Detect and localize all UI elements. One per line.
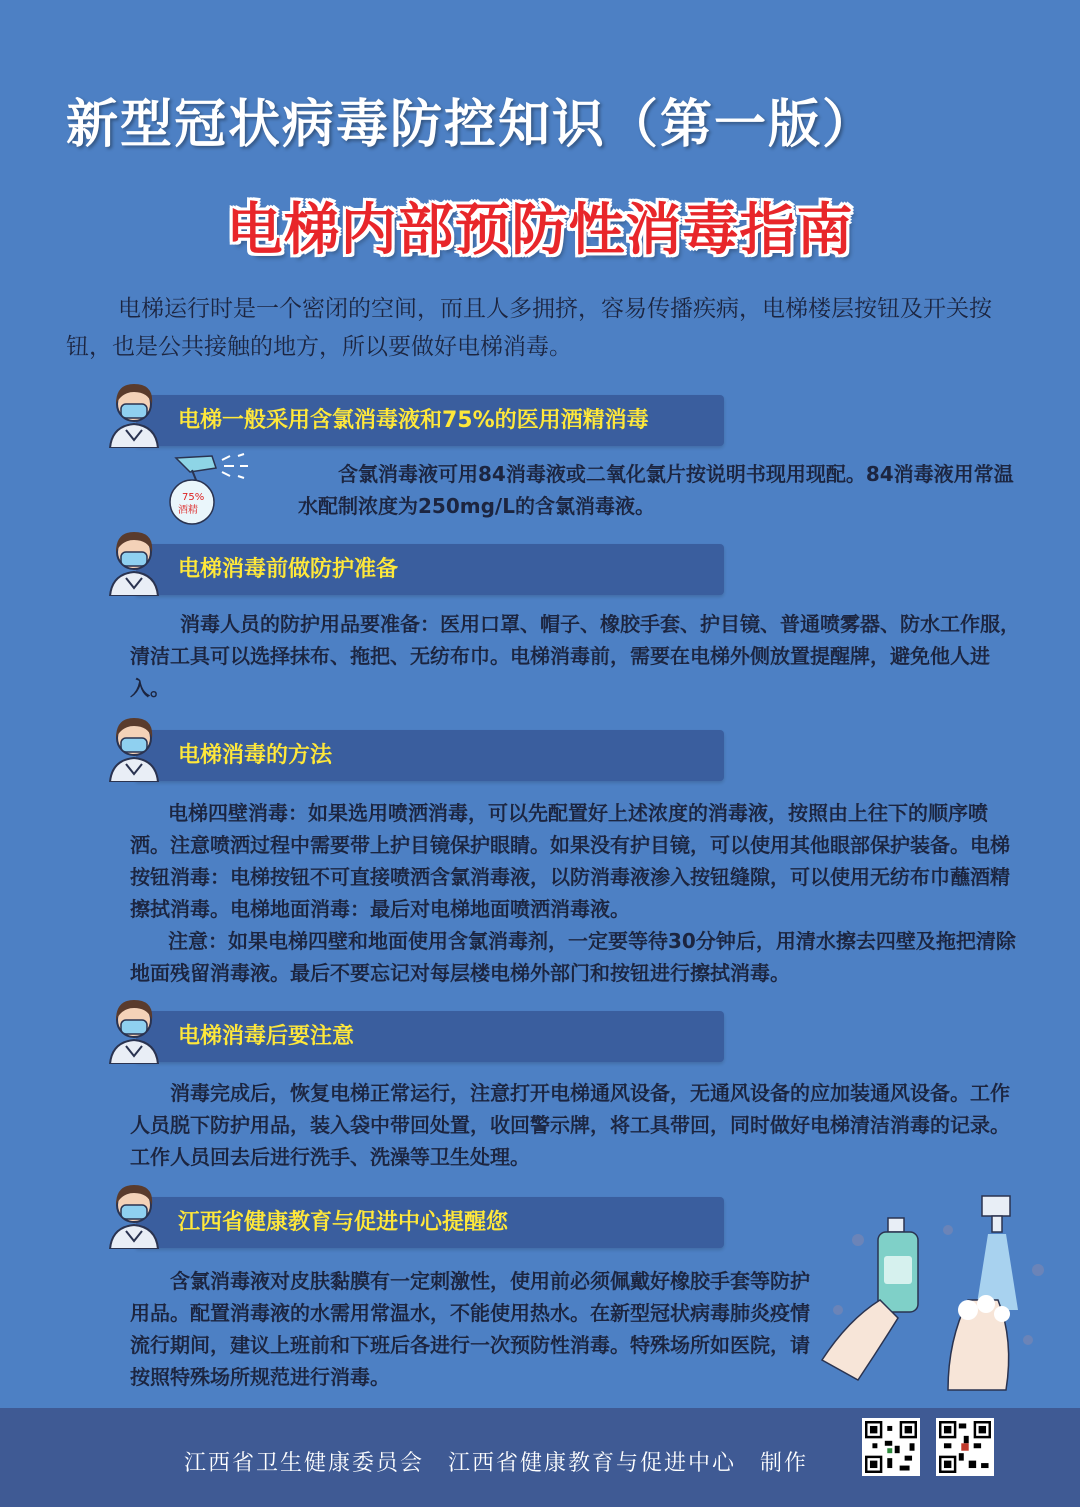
nurse-avatar-icon (104, 1181, 164, 1249)
series-title: 新型冠状病毒防控知识（第一版） (66, 95, 877, 155)
section-banner-3 (136, 730, 724, 781)
section-banner-4 (136, 1011, 724, 1062)
section-banner-2 (136, 544, 724, 595)
section-body-4: 消毒完成后，恢复电梯正常运行，注意打开电梯通风设备，无通风设备的应加装通风设备。工作人员脱下防护用品，装入袋中带回处置，收回警示牌，将工具带回，同时做好电梯清洁消毒的记录。工作人员回去后进行洗手、洗澡等卫生处理。 (130, 1081, 1010, 1169)
section-banner-1 (136, 395, 724, 446)
footer-credits: 江西省卫生健康委员会 江西省健康教育与促进中心 制作 (184, 1451, 809, 1476)
bottle-label: 75% (182, 492, 205, 503)
section-body-2: 消毒人员的防护用品要准备：医用口罩、帽子、橡胶手套、护目镜、普通喷雾器、防水工作服，清洁工具可以选择抹布、拖把、无纺布巾。电梯消毒前，需要在电梯外侧放置提醒牌，避免他人进入。 (130, 612, 1020, 700)
section-body-5: 含氯消毒液对皮肤黏膜有一定刺激性，使用前必须佩戴好橡胶手套等防护用品。配置消毒液的水需用常温水，不能使用热水。在新型冠状病毒肺炎疫情流行期间，建议上班前和下班后各进行一次预防性消毒。特殊场所如医院，请按照特殊场所规范进行消毒。 (130, 1269, 810, 1389)
section-note-3: 注意：如果电梯四壁和地面使用含氯消毒剂，一定要等待30分钟后，用清水擦去四壁及拖把清除地面残留消毒液。最后不要忘记对每层楼电梯外部门和按钮进行擦拭消毒。 (130, 929, 1016, 985)
qr-code-icon[interactable] (936, 1418, 994, 1476)
section-heading-2: 电梯消毒前做防护准备 (178, 557, 399, 582)
section-banner-5 (136, 1197, 724, 1248)
nurse-avatar-icon (104, 996, 164, 1064)
section-heading-1: 电梯一般采用含氯消毒液和75%的医用酒精消毒 (178, 408, 649, 433)
intro-paragraph: 电梯运行时是一个密闭的空间，而且人多拥挤，容易传播疾病，电梯楼层按钮及开关按钮，也是公共接触的地方，所以要做好电梯消毒。 (66, 296, 992, 360)
spray-bottle-icon (160, 446, 260, 528)
nurse-avatar-icon (104, 528, 164, 596)
handwash-illustration (818, 1190, 1058, 1396)
nurse-avatar-icon (104, 714, 164, 782)
section-body-1: 含氯消毒液可用84消毒液或二氧化氯片按说明书现用现配。84消毒液用常温水配制浓度为250mg/L的含氯消毒液。 (298, 462, 1014, 518)
section-heading-3: 电梯消毒的方法 (178, 743, 333, 768)
section-heading-4: 电梯消毒后要注意 (178, 1024, 355, 1049)
section-body-3: 电梯四壁消毒：如果选用喷洒消毒，可以先配置好上述浓度的消毒液，按照由上往下的顺序喷洒。注意喷洒过程中需要带上护目镜保护眼睛。如果没有护目镜，可以使用其他眼部保护装备。电梯按钮消毒：电梯按钮不可直接喷洒含氯消毒液，以防消毒液渗入按钮缝隙，可以使用无纺布巾蘸酒精擦拭消毒。电梯地面消毒：最后对电梯地面喷洒消毒液。 (130, 801, 1010, 921)
main-title: 电梯内部预防性消毒指南 (226, 198, 854, 263)
nurse-avatar-icon (104, 380, 164, 448)
bottle-label-2: 酒精 (178, 505, 198, 516)
section-heading-5: 江西省健康教育与促进中心提醒您 (178, 1210, 509, 1235)
qr-code-icon[interactable] (862, 1418, 920, 1476)
